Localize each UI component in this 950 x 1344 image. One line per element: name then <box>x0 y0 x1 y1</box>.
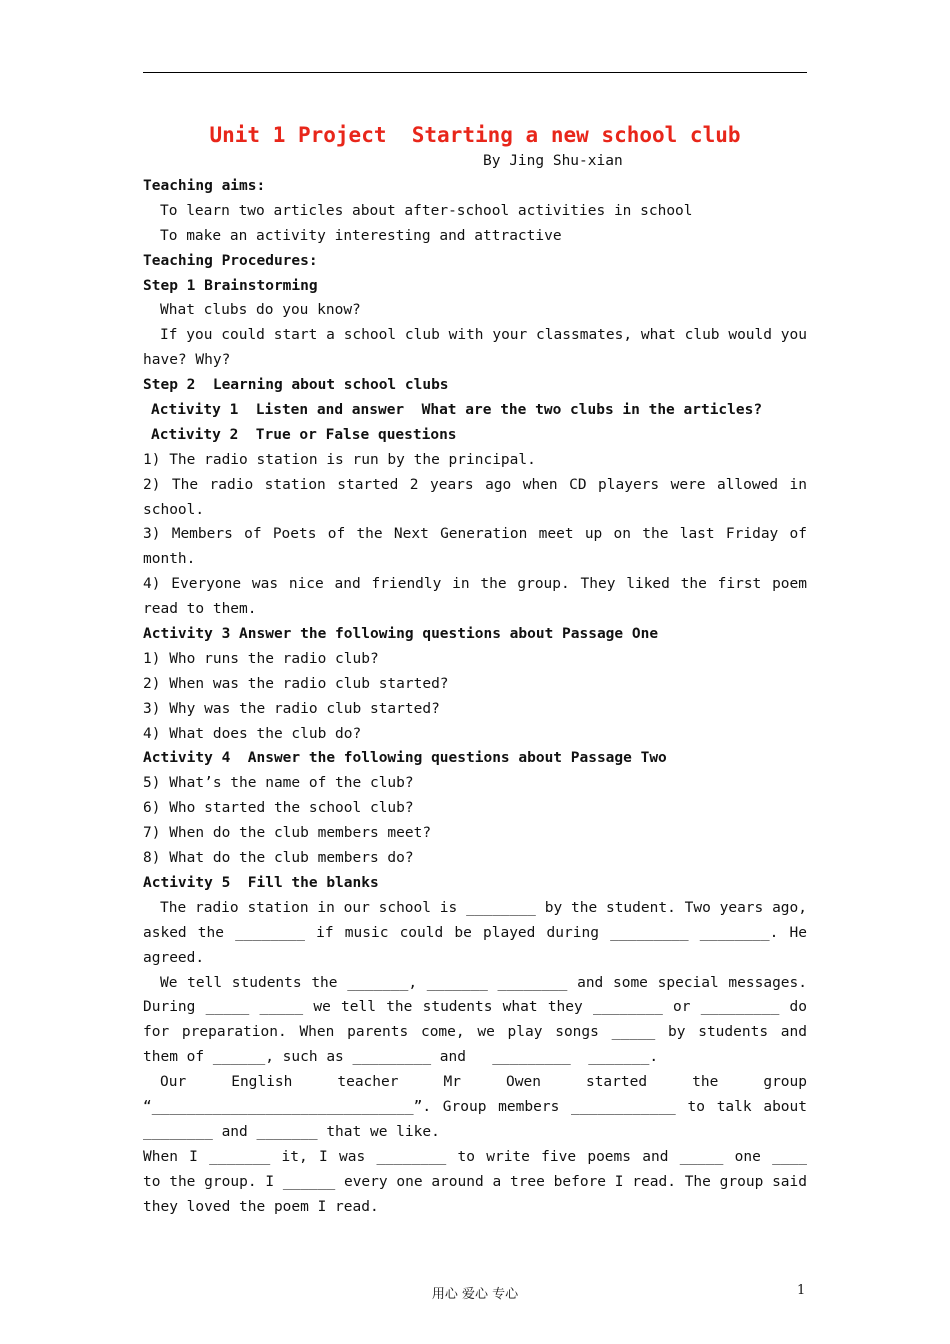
document-title: Unit 1 Project Starting a new school club <box>209 123 741 147</box>
body-line: During _____ _____ we tell the students what they ________ or _________ do <box>143 999 807 1016</box>
body-line: them of ______, such as _________ and _________ _______. <box>143 1049 659 1066</box>
section-heading: Teaching Procedures: <box>143 252 318 269</box>
body-line: month. <box>143 551 196 568</box>
footer-motto: 用心 爱心 专心 <box>431 1287 519 1302</box>
section-heading: Teaching aims: <box>143 178 266 194</box>
header-rule <box>143 72 807 73</box>
body-line: 2) The radio station started 2 years ago when CD players were allowed in <box>143 476 807 493</box>
section-heading: Activity 3 Answer the following questions about Passage One <box>143 626 659 643</box>
body-line: to the group. I ______ every one around a tree before I read. The group said <box>143 1173 807 1190</box>
section-heading: Activity 2 True or False questions <box>151 426 457 443</box>
body-line: The radio station in our school is ________ by the student. Two years ago, <box>160 899 807 916</box>
body-line: agreed. <box>143 949 205 966</box>
body-line: “______________________________”. Group members ____________ to talk about <box>143 1098 807 1115</box>
body-line: 4) What does the club do? <box>143 725 362 742</box>
lesson-body <box>143 174 807 1219</box>
body-line: 2) When was the radio club started? <box>143 675 449 692</box>
page-number: 1 <box>797 1283 806 1298</box>
body-line: 8) What do the club members do? <box>143 850 414 867</box>
body-line: they loved the poem I read. <box>143 1198 379 1215</box>
body-line: read to them. <box>143 601 257 618</box>
body-line: 7) When do the club members meet? <box>143 825 432 842</box>
body-line: 4) Everyone was nice and friendly in the group. They liked the first poem <box>143 576 807 593</box>
body-line: To learn two articles about after-school activities in school <box>160 202 693 219</box>
body-line: We tell students the _______, _______ ________ and some special messages. <box>160 974 807 991</box>
body-line: for preparation. When parents come, we play songs _____ by students and <box>143 1024 807 1041</box>
body-line: 6) Who started the school club? <box>143 800 414 817</box>
body-line: 1) The radio station is run by the principal. <box>143 451 536 468</box>
section-heading: Activity 4 Answer the following questions about Passage Two <box>143 750 667 767</box>
body-line: Our English teacher Mr Owen started the group <box>160 1074 807 1091</box>
section-heading: Activity 1 Listen and answer What are the two clubs in the articles? <box>151 402 763 419</box>
body-line: 3) Why was the radio club started? <box>143 700 440 717</box>
section-heading: Step 2 Learning about school clubs <box>143 377 449 394</box>
body-line: 5) What’s the name of the club? <box>143 775 414 792</box>
body-line: What clubs do you know? <box>160 302 361 319</box>
body-line: asked the ________ if music could be played during _________ ________. He <box>143 924 807 941</box>
body-line: If you could start a school club with your classmates, what club would you <box>160 327 807 344</box>
body-line: school. <box>143 501 205 518</box>
body-line: When I _______ it, I was ________ to write five poems and _____ one ____ <box>143 1148 807 1165</box>
body-line: have? Why? <box>143 352 231 369</box>
body-line: To make an activity interesting and attractive <box>160 227 562 244</box>
section-heading: Activity 5 Fill the blanks <box>143 874 379 891</box>
author-byline: By Jing Shu-xian <box>483 153 623 169</box>
section-heading: Step 1 Brainstorming <box>143 277 318 294</box>
body-line: 1) Who runs the radio club? <box>143 650 379 667</box>
body-line: ________ and _______ that we like. <box>143 1123 440 1140</box>
body-line: 3) Members of Poets of the Next Generation meet up on the last Friday of <box>143 526 807 543</box>
